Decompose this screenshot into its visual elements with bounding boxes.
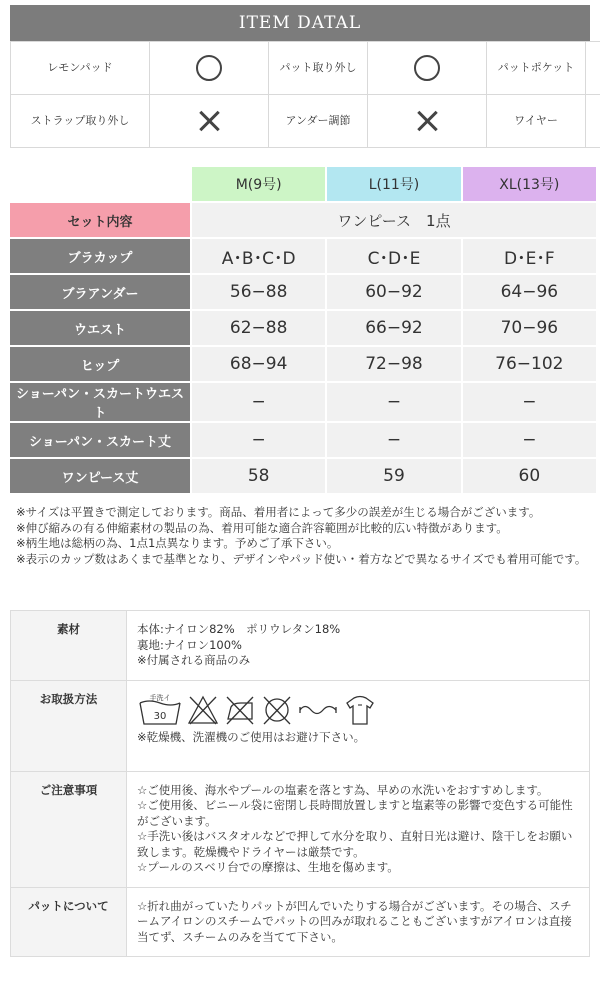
note-line: ※柄生地は総柄の為、1点1点異なります。予めご了承下さい。: [16, 536, 339, 550]
size-value: 70−96: [463, 311, 596, 345]
feature-label: パット取り外し: [269, 42, 368, 95]
handling-content: [127, 680, 590, 771]
size-value: 72−98: [327, 347, 460, 381]
pad-row: [11, 887, 590, 957]
feature-row: [11, 95, 600, 148]
size-column-xl: XL(13号): [463, 167, 596, 201]
material-content: [127, 611, 590, 681]
no-dry-clean-icon: [260, 693, 294, 727]
note-line: ※サイズは平置きで測定しております。商品、着用者によって多少の誤差が生じる場合がございます。: [16, 505, 541, 519]
feature-label: ワイヤー: [487, 95, 586, 148]
size-value: −: [192, 383, 325, 421]
caution-line: ☆ご使用後、ビニール袋に密閉し長時間放置しますと塩素等の影響で変色する可能性がございます。: [137, 798, 573, 828]
size-value: A･B･C･D: [192, 239, 325, 273]
size-value: −: [327, 423, 460, 457]
size-row-label: ウエスト: [10, 311, 190, 345]
size-row-label: ワンピース丈: [10, 459, 190, 493]
handling-row: [11, 680, 590, 771]
feature-label: アンダー調節: [269, 95, 368, 148]
size-value: −: [463, 383, 596, 421]
size-value: D･E･F: [463, 239, 596, 273]
size-value: 76−102: [463, 347, 596, 381]
size-row: [10, 423, 596, 457]
cross-icon: [196, 108, 222, 134]
handling-label: お取扱方法: [11, 680, 127, 771]
material-line: 裏地:ナイロン100%: [137, 637, 242, 652]
no-bleach-icon: [186, 693, 220, 727]
iron-icon: [223, 693, 257, 727]
circle-icon: [196, 55, 222, 81]
shade-dry-icon: [342, 693, 378, 727]
feature-mark: [368, 95, 487, 148]
hand-wash-text: 手洗イ: [149, 693, 171, 702]
size-notes: [16, 505, 596, 567]
temperature-text: 30: [153, 710, 167, 722]
material-row: [11, 611, 590, 681]
blank-cell: [10, 167, 190, 201]
size-row: [10, 239, 596, 273]
size-value: −: [463, 423, 596, 457]
set-value: ワンピース 1点: [192, 203, 596, 237]
size-value: 62−88: [192, 311, 325, 345]
item-detail-header: ITEM DATAL: [10, 5, 590, 41]
feature-mark: [586, 42, 600, 95]
set-row: [10, 203, 596, 237]
caution-line: ☆プールのスベリ台での摩擦は、生地を傷めます。: [137, 860, 399, 874]
material-line: ※付属される商品のみ: [137, 653, 251, 667]
cross-icon: [414, 108, 440, 134]
care-icons: [137, 692, 579, 728]
size-value: 60−92: [327, 275, 460, 309]
size-column-l: L(11号): [327, 167, 460, 201]
size-row: [10, 347, 596, 381]
feature-label: レモンパッド: [11, 42, 150, 95]
caution-line: ☆手洗い後はバスタオルなどで押して水分を取り、直射日光は避け、陰干しをお願い致します。乾燥機やドライヤーは厳禁です。: [137, 829, 573, 859]
size-row-label: ブラカップ: [10, 239, 190, 273]
size-value: 58: [192, 459, 325, 493]
size-value: −: [192, 423, 325, 457]
size-value: 68−94: [192, 347, 325, 381]
feature-label: ストラップ取り外し: [11, 95, 150, 148]
size-value: −: [327, 383, 460, 421]
handling-note: ※乾燥機、洗濯機のご使用はお避け下さい。: [137, 729, 366, 744]
size-row: [10, 311, 596, 345]
size-value: 56−88: [192, 275, 325, 309]
material-label: 素材: [11, 611, 127, 681]
note-line: ※伸び縮みの有る伸縮素材の製品の為、着用可能な適合許容範囲が比較的広い特徴があります。: [16, 520, 508, 535]
size-column-m: M(9号): [192, 167, 325, 201]
size-row: [10, 383, 596, 421]
size-header-row: [10, 167, 596, 201]
care-table: [10, 610, 590, 957]
feature-mark: [150, 95, 269, 148]
pad-content: [127, 887, 590, 957]
no-wring-icon: [297, 693, 339, 727]
feature-label: パットポケット: [487, 42, 586, 95]
size-row: [10, 459, 596, 493]
feature-table: [10, 41, 600, 148]
caution-label: ご注意事項: [11, 771, 127, 887]
size-row-label: ヒップ: [10, 347, 190, 381]
size-value: C･D･E: [327, 239, 460, 273]
hand-wash-icon: [137, 693, 183, 727]
size-row: [10, 275, 596, 309]
note-line: ※表示のカップ数はあくまで基準となり、デザインやパッド使い・着方などで異なるサイズでも着用可能です。: [16, 551, 587, 566]
pad-text: ☆折れ曲がっていたりパットが凹んでいたりする場合がございます。その場合、スチームアイロンのスチームでパットの凹みが取れることもございますがアイロンは直接当てず、スチームのみを当てて下さい。: [137, 898, 572, 944]
size-row-label: ショーパン・スカート丈: [10, 423, 190, 457]
pad-label: パットについて: [11, 887, 127, 957]
material-line: 本体:ナイロン82% ポリウレタン18%: [137, 622, 341, 636]
size-value: 60: [463, 459, 596, 493]
size-value: 59: [327, 459, 460, 493]
caution-line: ☆ご使用後、海水やプールの塩素を落とす為、早めの水洗いをおすすめします。: [137, 782, 549, 797]
feature-mark: [586, 95, 600, 148]
circle-icon: [414, 55, 440, 81]
caution-row: [11, 771, 590, 887]
feature-mark: [368, 42, 487, 95]
set-label: セット内容: [10, 203, 190, 237]
size-value: 64−96: [463, 275, 596, 309]
feature-row: [11, 42, 600, 95]
size-table: [8, 165, 598, 495]
size-row-label: ショーパン・スカートウエスト: [10, 383, 190, 421]
size-row-label: ブラアンダー: [10, 275, 190, 309]
feature-mark: [150, 42, 269, 95]
size-value: 66−92: [327, 311, 460, 345]
caution-content: [127, 771, 590, 887]
